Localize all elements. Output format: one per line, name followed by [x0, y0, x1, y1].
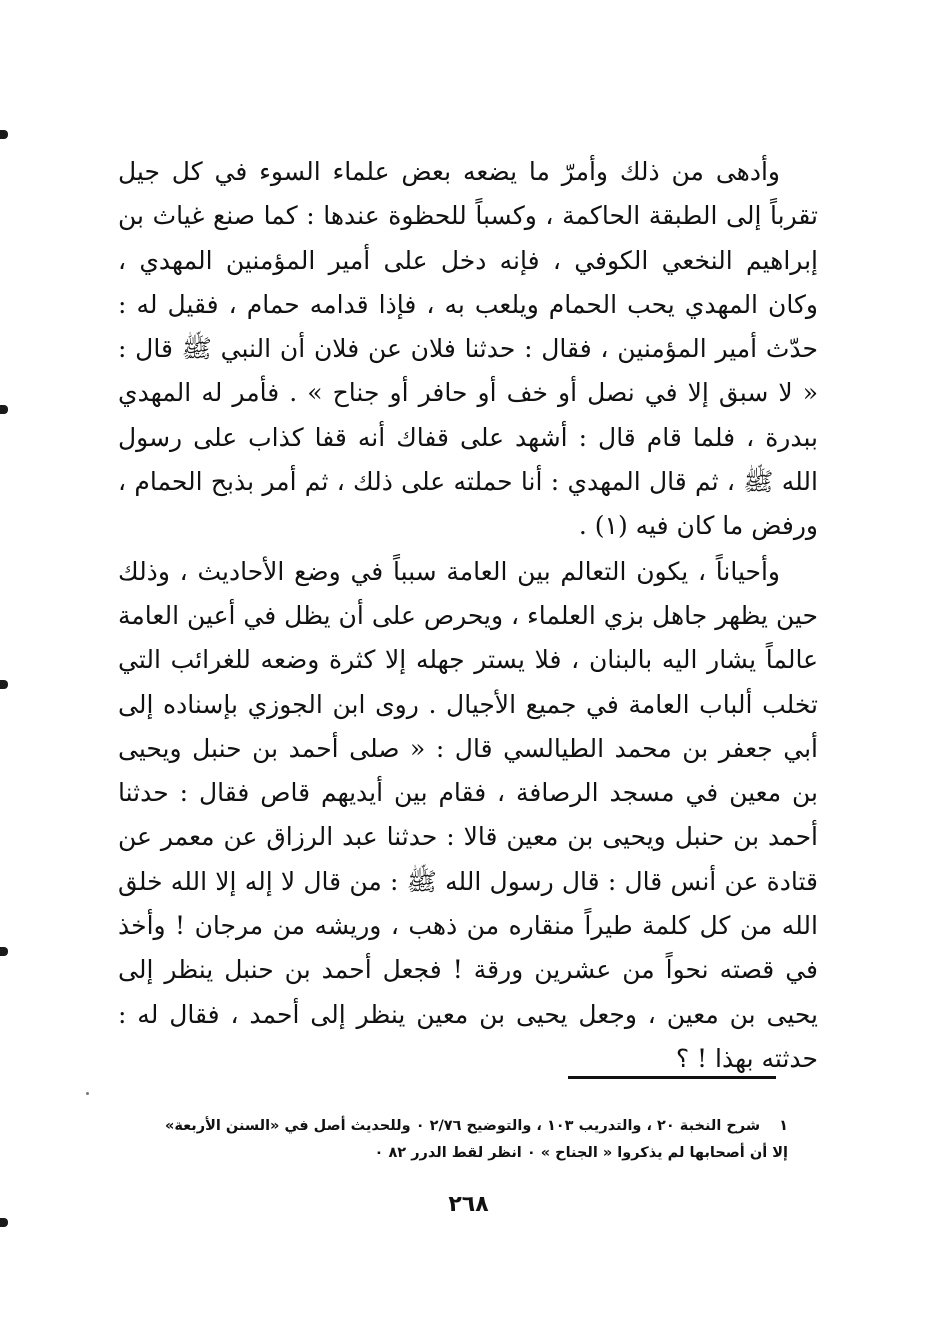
scan-speck: [86, 1092, 89, 1095]
page-number: ٢٦٨: [448, 1192, 489, 1217]
footnote-separator: [568, 1076, 776, 1079]
main-text: [118, 150, 818, 1082]
binding-mark: [0, 1218, 8, 1227]
footnote-line: إلا أن أصحابها لم يذكروا « الجناح » ٠ انظر لقط الدرر ٨٢ ٠: [374, 1145, 788, 1161]
footnote-number: ١: [779, 1118, 788, 1134]
paragraph: وأحياناً ، يكون التعالم بين العامة سبباً في وضع الأحاديث ، وذلك حين يظهر جاهل بزي العلماء ، ويحرص على أن يظل في أعين العامة عالماً يشار اليه بالبنان ، فلا يستر جهله إلا كثرة وضعه للغرائب التي تخلب ألباب العامة في جميع الأجيال . روى ابن الجوزي بإسناده إلى أبي جعفر بن محمد الطيالسي قال : « صلى أحمد بن حنبل ويحيى بن معين في مسجد الرصافة ، فقام بين أيديهم قاص فقال : حدثنا أحمد بن حنبل ويحيى بن معين قالا : حدثنا عبد الرزاق عن معمر عن قتادة عن أنس قال : قال رسول الله ﷺ : من قال لا إله إلا الله خلق الله من كل كلمة طيراً منقاره من ذهب ، وريشه من مرجان ! وأخذ في قصته نحواً من عشرين ورقة ! فجعل أحمد بن حنبل ينظر إلى يحيى بن معين ، وجعل يحيى بن معين ينظر إلى أحمد ، فقال له : حدثته بهذا ! ؟: [118, 556, 818, 1073]
binding-mark: [0, 947, 8, 956]
footnotes: [108, 1113, 788, 1167]
binding-mark: [0, 680, 8, 689]
binding-mark: [0, 130, 8, 139]
footnote-line: [108, 1113, 788, 1140]
footnote-text: شرح النخبة ٢٠ ، والتدريب ١٠٣ ، والتوضيح ٢/٧٦ ٠ وللحديث أصل في «السنن الأربعة»: [164, 1118, 761, 1134]
binding-mark: [0, 405, 8, 414]
paragraph: وأدهى من ذلك وأمرّ ما يضعه بعض علماء السوء في كل جيل تقرباً إلى الطبقة الحاكمة ، وكسباً للحظوة عندها : كما صنع غياث بن إبراهيم النخعي الكوفي ، فإنه دخل على أمير المؤمنين المهدي ، وكان المهدي يحب الحمام ويلعب به ، فإذا قدامه حمام ، فقيل له : حدّث أمير المؤمنين ، فقال : حدثنا فلان عن فلان أن النبي ﷺ قال : « لا سبق إلا في نصل أو خف أو حافر أو جناح » . فأمر له المهدي ببدرة ، فلما قام قال : أشهد على قفاك أنه قفا كذاب على رسول الله ﷺ ، ثم قال المهدي : أنا حملته على ذلك ، ثم أمر بذبح الحمام ، ورفض ما كان فيه (١) .: [118, 157, 818, 541]
